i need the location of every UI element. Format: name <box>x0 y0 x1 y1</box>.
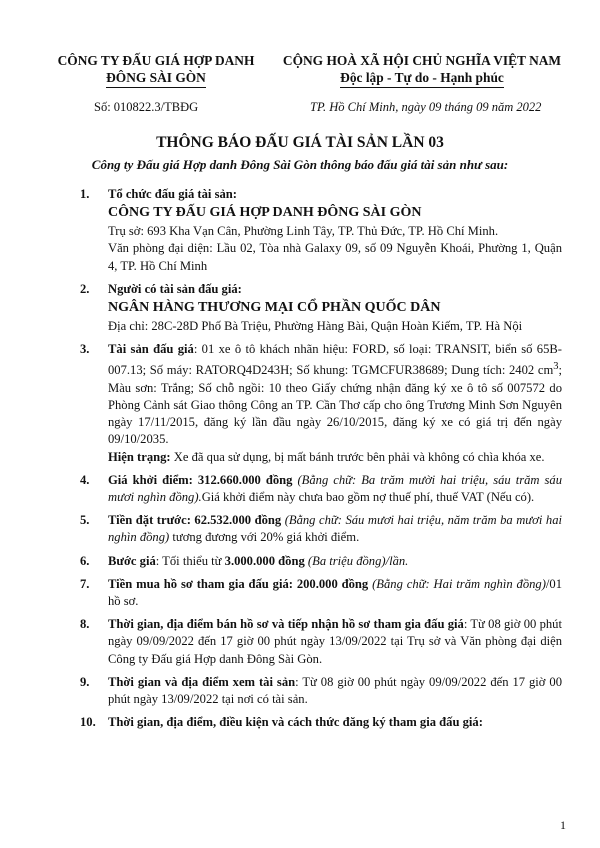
deposit-label: Tiền đặt trước: 62.532.000 đồng <box>108 513 282 528</box>
company-name-line1: CÔNG TY ĐẤU GIÁ HỢP DANH <box>57 53 255 68</box>
item-number: 5. <box>80 513 90 528</box>
dossier-fee-label: Tiền mua hồ sơ tham gia đấu giá: 200.000 đồng <box>108 576 369 591</box>
item-registration <box>0 714 600 731</box>
dossier-fee-note: /01 hồ sơ. <box>108 576 562 609</box>
deposit-words: (Bằng chữ: Sáu mươi hai triệu, năm trăm ba mươi hai nghìn đồng) <box>108 513 562 545</box>
representative-office: Văn phòng đại diện: Lầu 02, Tòa nhà Galaxy 09, số 09 Nguyễn Khoái, Phường 1, Quận 4, TP. Hồ Chí Minh <box>108 241 562 273</box>
item-asset-owner <box>0 281 600 335</box>
company-header <box>56 52 256 88</box>
item-number: 7. <box>80 576 90 591</box>
asset-text-b: ; Màu sơn: Trắng; Số chỗ ngồi: 10 theo Giấy chứng nhận đăng ký xe ô tô số 007572 do Phòng Cảnh sát Giao thông Công an TP. Cần Thơ cấp cho ông Trương Minh Sơn Nguyên ngày 17/11/2015, đăng ký lần đầu ngày 26/10/2015, đăng ký xe có giá trị đến ngày 09/10/2035. <box>108 363 562 447</box>
motto: Độc lập - Tự do - Hạnh phúc <box>340 69 504 88</box>
asset-status <box>108 449 562 466</box>
place-date: TP. Hồ Chí Minh, ngày 09 tháng 09 năm 2022 <box>310 100 542 114</box>
dossier-sale-text: : Từ 08 giờ 00 phút ngày 09/09/2022 đến 17 giờ 00 phút ngày 13/09/2022 tại Trụ sở và Văn phòng đại diện Công ty Đấu giá Hợp danh Đông Sài Gòn. <box>108 617 562 666</box>
item-viewing-time <box>0 674 600 708</box>
starting-price-note: Giá khởi điểm này chưa bao gồm nợ thuế phí, thuế VAT (Nếu có). <box>201 490 535 505</box>
item-number: 9. <box>80 674 90 689</box>
item-heading: Tổ chức đấu giá tài sản: <box>108 187 237 201</box>
item-starting-price <box>0 472 600 506</box>
item-number: 2. <box>80 281 90 296</box>
company-name-line2: ĐÔNG SÀI GÒN <box>106 69 206 88</box>
item-number: 1. <box>80 187 90 201</box>
dossier-sale-label: Thời gian, địa điểm bán hồ sơ và tiếp nhận hồ sơ tham gia đấu giá <box>108 617 464 632</box>
page-number: 1 <box>560 818 566 832</box>
national-header <box>262 52 582 88</box>
asset-label: Tài sản đấu giá <box>108 342 194 357</box>
registration-label: Thời gian, địa điểm, điều kiện và cách thức đăng ký tham gia đấu giá: <box>108 715 483 730</box>
superscript: 3 <box>553 361 559 373</box>
item-dossier-sale-time <box>0 616 600 668</box>
status-label: Hiện trạng: <box>108 449 171 464</box>
item-auction-organization <box>0 186 600 275</box>
asset-text-a: : 01 xe ô tô khách nhãn hiệu: FORD, số loại: TRANSIT, biển số 65B-007.13; Số máy: RATORQ4D243H; Số khung: TGMCFUR38689; Dung tích: 2402 cm <box>108 342 562 378</box>
headquarters-address: Trụ sở: 693 Kha Vạn Cân, Phường Linh Tây, TP. Thủ Đức, TP. Hồ Chí Minh. <box>108 224 499 239</box>
item-auction-asset <box>0 341 600 466</box>
bid-step-text: : Tối thiểu từ <box>155 553 225 568</box>
bid-step-label: Bước giá <box>108 553 156 568</box>
owner-name: NGÂN HÀNG THƯƠNG MẠI CỔ PHẦN QUỐC DÂN <box>108 300 441 316</box>
page-subtitle: Công ty Đấu giá Hợp danh Đông Sài Gòn thông báo đấu giá tài sản như sau: <box>91 157 509 172</box>
item-number: 6. <box>80 553 90 568</box>
viewing-label: Thời gian và địa điểm xem tài sản <box>108 674 296 689</box>
item-deposit <box>0 512 600 546</box>
item-dossier-fee <box>0 576 600 610</box>
viewing-text: : Từ 08 giờ 00 phút ngày 09/09/2022 đến 17 giờ 00 phút ngày 13/09/2022 tại nơi có tài sản. <box>108 674 562 707</box>
status-text: Xe đã qua sử dụng, bị mất bánh trước bên phải và không có chìa khóa xe. <box>170 449 545 464</box>
bid-step-words: (Ba triệu đồng)/lần. <box>304 553 409 568</box>
country-name: CỘNG HOÀ XÃ HỘI CHỦ NGHĨA VIỆT NAM <box>282 53 562 68</box>
asset-description <box>108 341 562 448</box>
dossier-fee-words: (Bằng chữ: Hai trăm nghìn đồng) <box>368 576 546 591</box>
announcement-items <box>0 186 600 737</box>
owner-address: Địa chỉ: 28C-28D Phố Bà Triệu, Phường Hàng Bài, Quận Hoàn Kiếm, TP. Hà Nội <box>108 319 523 334</box>
item-bid-step <box>0 553 600 570</box>
item-number: 10. <box>80 715 96 730</box>
organization-name: CÔNG TY ĐẤU GIÁ HỢP DANH ĐÔNG SÀI GÒN <box>108 205 422 221</box>
item-heading: Người có tài sản đấu giá: <box>108 281 242 296</box>
starting-price-words: (Bằng chữ: Ba trăm mười hai triệu, sáu trăm sáu mươi nghìn đồng). <box>108 472 563 505</box>
document-number: Số: 010822.3/TBĐG <box>94 100 199 114</box>
item-number: 4. <box>80 472 90 487</box>
starting-price-label: Giá khởi điểm: 312.660.000 đồng <box>108 472 293 487</box>
item-number: 8. <box>80 617 90 632</box>
item-number: 3. <box>80 342 90 357</box>
page-title: THÔNG BÁO ĐẤU GIÁ TÀI SẢN LẦN 03 <box>156 134 444 151</box>
bid-step-amount: 3.000.000 đồng <box>224 553 305 568</box>
deposit-note: tương đương với 20% giá khởi điểm. <box>169 530 360 545</box>
